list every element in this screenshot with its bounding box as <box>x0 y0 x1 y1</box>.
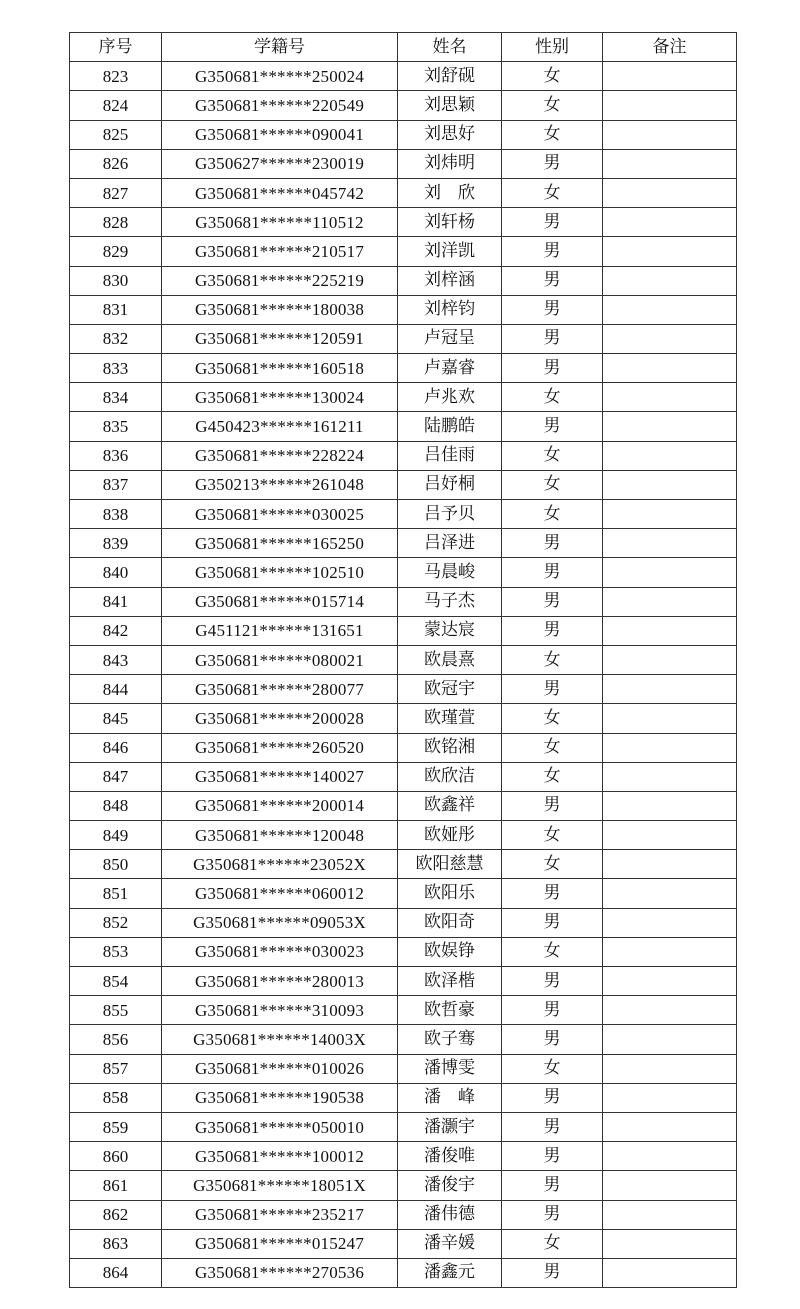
cell-name: 陆鹏皓 <box>398 412 502 441</box>
table-row <box>70 441 737 470</box>
cell-seq: 853 <box>70 937 162 966</box>
cell-student-id: G350681******120048 <box>162 821 398 850</box>
table-row <box>70 1025 737 1054</box>
cell-remarks <box>603 762 737 791</box>
cell-name: 潘 峰 <box>398 1083 502 1112</box>
cell-seq: 848 <box>70 791 162 820</box>
cell-gender: 男 <box>502 412 603 441</box>
cell-remarks <box>603 645 737 674</box>
cell-student-id: G350681******228224 <box>162 441 398 470</box>
cell-name: 欧哲豪 <box>398 996 502 1025</box>
cell-remarks <box>603 850 737 879</box>
cell-gender: 男 <box>502 1083 603 1112</box>
cell-seq: 859 <box>70 1112 162 1141</box>
cell-gender: 男 <box>502 908 603 937</box>
cell-name: 欧欣洁 <box>398 762 502 791</box>
cell-remarks <box>603 295 737 324</box>
cell-seq: 843 <box>70 645 162 674</box>
table-row <box>70 645 737 674</box>
cell-remarks <box>603 1054 737 1083</box>
table-row <box>70 62 737 91</box>
table-row <box>70 470 737 499</box>
cell-remarks <box>603 1229 737 1258</box>
cell-remarks <box>603 324 737 353</box>
table-row <box>70 354 737 383</box>
table-row <box>70 412 737 441</box>
cell-student-id: G350681******23052X <box>162 850 398 879</box>
cell-seq: 836 <box>70 441 162 470</box>
cell-gender: 女 <box>502 733 603 762</box>
cell-name: 欧鑫祥 <box>398 791 502 820</box>
cell-seq: 852 <box>70 908 162 937</box>
table-row <box>70 500 737 529</box>
cell-seq: 824 <box>70 91 162 120</box>
cell-remarks <box>603 1025 737 1054</box>
cell-gender: 男 <box>502 1171 603 1200</box>
cell-name: 欧铭湘 <box>398 733 502 762</box>
cell-name: 卢嘉睿 <box>398 354 502 383</box>
cell-name: 刘梓钧 <box>398 295 502 324</box>
table-row <box>70 1171 737 1200</box>
cell-student-id: G350681******310093 <box>162 996 398 1025</box>
cell-gender: 男 <box>502 1112 603 1141</box>
cell-seq: 847 <box>70 762 162 791</box>
cell-remarks <box>603 1171 737 1200</box>
cell-student-id: G350681******080021 <box>162 645 398 674</box>
table-row <box>70 967 737 996</box>
cell-seq: 850 <box>70 850 162 879</box>
cell-name: 欧阳乐 <box>398 879 502 908</box>
table-row <box>70 1142 737 1171</box>
cell-name: 潘博雯 <box>398 1054 502 1083</box>
cell-student-id: G450423******161211 <box>162 412 398 441</box>
cell-student-id: G350681******09053X <box>162 908 398 937</box>
table-row <box>70 1258 737 1287</box>
cell-name: 吕予贝 <box>398 500 502 529</box>
cell-seq: 842 <box>70 616 162 645</box>
cell-name: 吕佳雨 <box>398 441 502 470</box>
cell-name: 刘舒砚 <box>398 62 502 91</box>
cell-remarks <box>603 62 737 91</box>
cell-gender: 女 <box>502 500 603 529</box>
header-gender: 性别 <box>502 33 603 62</box>
cell-remarks <box>603 733 737 762</box>
cell-name: 欧泽楷 <box>398 967 502 996</box>
cell-student-id: G350681******015247 <box>162 1229 398 1258</box>
table-row <box>70 908 737 937</box>
table-row <box>70 149 737 178</box>
cell-student-id: G350213******261048 <box>162 470 398 499</box>
cell-seq: 861 <box>70 1171 162 1200</box>
table-row <box>70 616 737 645</box>
cell-remarks <box>603 704 737 733</box>
cell-gender: 男 <box>502 1142 603 1171</box>
table-row <box>70 1054 737 1083</box>
cell-remarks <box>603 441 737 470</box>
cell-student-id: G350627******230019 <box>162 149 398 178</box>
cell-name: 刘思好 <box>398 120 502 149</box>
cell-student-id: G350681******160518 <box>162 354 398 383</box>
cell-name: 潘辛媛 <box>398 1229 502 1258</box>
cell-student-id: G350681******18051X <box>162 1171 398 1200</box>
cell-gender: 女 <box>502 645 603 674</box>
cell-student-id: G350681******140027 <box>162 762 398 791</box>
table-row <box>70 821 737 850</box>
cell-seq: 835 <box>70 412 162 441</box>
cell-gender: 男 <box>502 616 603 645</box>
header-name: 姓名 <box>398 33 502 62</box>
cell-gender: 女 <box>502 1229 603 1258</box>
cell-gender: 女 <box>502 850 603 879</box>
cell-remarks <box>603 237 737 266</box>
table-row <box>70 704 737 733</box>
roster-sheet <box>69 32 736 1288</box>
cell-remarks <box>603 616 737 645</box>
cell-seq: 851 <box>70 879 162 908</box>
cell-student-id: G350681******280077 <box>162 675 398 704</box>
cell-name: 卢兆欢 <box>398 383 502 412</box>
header-seq: 序号 <box>70 33 162 62</box>
cell-name: 吕妤桐 <box>398 470 502 499</box>
cell-gender: 男 <box>502 967 603 996</box>
cell-gender: 女 <box>502 383 603 412</box>
table-row <box>70 178 737 207</box>
cell-student-id: G350681******010026 <box>162 1054 398 1083</box>
table-row <box>70 791 737 820</box>
table-row <box>70 558 737 587</box>
cell-gender: 女 <box>502 470 603 499</box>
cell-gender: 女 <box>502 762 603 791</box>
table-row <box>70 1112 737 1141</box>
cell-remarks <box>603 1200 737 1229</box>
cell-remarks <box>603 383 737 412</box>
cell-remarks <box>603 879 737 908</box>
cell-student-id: G350681******260520 <box>162 733 398 762</box>
table-row <box>70 324 737 353</box>
cell-name: 卢冠呈 <box>398 324 502 353</box>
cell-student-id: G350681******030025 <box>162 500 398 529</box>
cell-remarks <box>603 1258 737 1287</box>
table-row <box>70 1229 737 1258</box>
table-row <box>70 996 737 1025</box>
cell-student-id: G350681******180038 <box>162 295 398 324</box>
cell-student-id: G350681******060012 <box>162 879 398 908</box>
cell-name: 刘轩杨 <box>398 208 502 237</box>
cell-seq: 858 <box>70 1083 162 1112</box>
cell-student-id: G451121******131651 <box>162 616 398 645</box>
cell-seq: 854 <box>70 967 162 996</box>
cell-gender: 女 <box>502 1054 603 1083</box>
cell-seq: 839 <box>70 529 162 558</box>
cell-student-id: G350681******235217 <box>162 1200 398 1229</box>
cell-seq: 855 <box>70 996 162 1025</box>
cell-seq: 826 <box>70 149 162 178</box>
cell-name: 刘梓涵 <box>398 266 502 295</box>
cell-seq: 857 <box>70 1054 162 1083</box>
cell-remarks <box>603 996 737 1025</box>
header-student-id: 学籍号 <box>162 33 398 62</box>
cell-name: 刘 欣 <box>398 178 502 207</box>
cell-name: 欧娅彤 <box>398 821 502 850</box>
cell-seq: 849 <box>70 821 162 850</box>
cell-student-id: G350681******120591 <box>162 324 398 353</box>
cell-gender: 男 <box>502 791 603 820</box>
cell-gender: 女 <box>502 704 603 733</box>
cell-student-id: G350681******090041 <box>162 120 398 149</box>
cell-seq: 841 <box>70 587 162 616</box>
cell-gender: 男 <box>502 208 603 237</box>
cell-gender: 女 <box>502 937 603 966</box>
cell-remarks <box>603 529 737 558</box>
cell-remarks <box>603 791 737 820</box>
cell-gender: 男 <box>502 675 603 704</box>
cell-gender: 男 <box>502 266 603 295</box>
cell-remarks <box>603 1142 737 1171</box>
cell-gender: 女 <box>502 178 603 207</box>
cell-remarks <box>603 675 737 704</box>
cell-student-id: G350681******280013 <box>162 967 398 996</box>
table-row <box>70 120 737 149</box>
cell-seq: 846 <box>70 733 162 762</box>
cell-seq: 831 <box>70 295 162 324</box>
table-row <box>70 587 737 616</box>
cell-student-id: G350681******200028 <box>162 704 398 733</box>
cell-remarks <box>603 967 737 996</box>
cell-student-id: G350681******130024 <box>162 383 398 412</box>
cell-seq: 830 <box>70 266 162 295</box>
cell-student-id: G350681******100012 <box>162 1142 398 1171</box>
table-row <box>70 237 737 266</box>
cell-name: 刘洋凯 <box>398 237 502 266</box>
cell-gender: 男 <box>502 587 603 616</box>
table-row <box>70 879 737 908</box>
table-body <box>70 62 737 1288</box>
cell-student-id: G350681******110512 <box>162 208 398 237</box>
cell-student-id: G350681******250024 <box>162 62 398 91</box>
cell-student-id: G350681******270536 <box>162 1258 398 1287</box>
table-row <box>70 208 737 237</box>
cell-seq: 829 <box>70 237 162 266</box>
cell-seq: 844 <box>70 675 162 704</box>
cell-name: 潘俊宇 <box>398 1171 502 1200</box>
table-row <box>70 1200 737 1229</box>
cell-gender: 男 <box>502 1025 603 1054</box>
cell-name: 潘伟德 <box>398 1200 502 1229</box>
cell-seq: 864 <box>70 1258 162 1287</box>
table-row <box>70 383 737 412</box>
cell-seq: 863 <box>70 1229 162 1258</box>
cell-gender: 男 <box>502 149 603 178</box>
cell-name: 潘鑫元 <box>398 1258 502 1287</box>
cell-student-id: G350681******030023 <box>162 937 398 966</box>
cell-gender: 男 <box>502 996 603 1025</box>
cell-gender: 男 <box>502 529 603 558</box>
cell-remarks <box>603 208 737 237</box>
header-row <box>70 33 737 62</box>
cell-name: 蒙达宸 <box>398 616 502 645</box>
cell-gender: 男 <box>502 1258 603 1287</box>
cell-seq: 828 <box>70 208 162 237</box>
cell-remarks <box>603 178 737 207</box>
cell-seq: 860 <box>70 1142 162 1171</box>
cell-remarks <box>603 558 737 587</box>
cell-remarks <box>603 412 737 441</box>
cell-gender: 男 <box>502 237 603 266</box>
table-row <box>70 295 737 324</box>
cell-name: 欧子骞 <box>398 1025 502 1054</box>
cell-student-id: G350681******210517 <box>162 237 398 266</box>
cell-student-id: G350681******165250 <box>162 529 398 558</box>
table-row <box>70 937 737 966</box>
cell-gender: 男 <box>502 354 603 383</box>
table-row <box>70 266 737 295</box>
cell-name: 潘俊唯 <box>398 1142 502 1171</box>
header-remarks: 备注 <box>603 33 737 62</box>
cell-name: 欧晨熹 <box>398 645 502 674</box>
cell-name: 欧阳慈慧 <box>398 850 502 879</box>
cell-student-id: G350681******050010 <box>162 1112 398 1141</box>
table-row <box>70 675 737 704</box>
cell-remarks <box>603 821 737 850</box>
cell-seq: 845 <box>70 704 162 733</box>
table-row <box>70 91 737 120</box>
cell-remarks <box>603 500 737 529</box>
cell-gender: 男 <box>502 879 603 908</box>
cell-seq: 856 <box>70 1025 162 1054</box>
cell-seq: 837 <box>70 470 162 499</box>
cell-gender: 女 <box>502 91 603 120</box>
cell-seq: 834 <box>70 383 162 412</box>
cell-student-id: G350681******190538 <box>162 1083 398 1112</box>
cell-student-id: G350681******220549 <box>162 91 398 120</box>
cell-remarks <box>603 91 737 120</box>
cell-seq: 862 <box>70 1200 162 1229</box>
cell-gender: 女 <box>502 821 603 850</box>
cell-name: 欧阳奇 <box>398 908 502 937</box>
table-row <box>70 1083 737 1112</box>
cell-seq: 833 <box>70 354 162 383</box>
cell-remarks <box>603 908 737 937</box>
table-header <box>70 33 737 62</box>
table-row <box>70 850 737 879</box>
cell-seq: 827 <box>70 178 162 207</box>
cell-student-id: G350681******102510 <box>162 558 398 587</box>
cell-remarks <box>603 937 737 966</box>
table-row <box>70 733 737 762</box>
cell-gender: 男 <box>502 324 603 353</box>
cell-gender: 女 <box>502 441 603 470</box>
cell-name: 欧瑾萱 <box>398 704 502 733</box>
cell-seq: 838 <box>70 500 162 529</box>
table-row <box>70 762 737 791</box>
cell-name: 马子杰 <box>398 587 502 616</box>
cell-name: 马晨峻 <box>398 558 502 587</box>
cell-gender: 男 <box>502 295 603 324</box>
cell-student-id: G350681******200014 <box>162 791 398 820</box>
cell-student-id: G350681******225219 <box>162 266 398 295</box>
cell-seq: 823 <box>70 62 162 91</box>
cell-remarks <box>603 1112 737 1141</box>
cell-seq: 840 <box>70 558 162 587</box>
cell-remarks <box>603 1083 737 1112</box>
cell-gender: 女 <box>502 120 603 149</box>
cell-student-id: G350681******045742 <box>162 178 398 207</box>
cell-name: 刘炜明 <box>398 149 502 178</box>
table-row <box>70 529 737 558</box>
cell-seq: 832 <box>70 324 162 353</box>
cell-gender: 女 <box>502 62 603 91</box>
student-roster-table <box>69 32 737 1288</box>
cell-name: 吕泽进 <box>398 529 502 558</box>
cell-name: 欧冠宇 <box>398 675 502 704</box>
cell-remarks <box>603 120 737 149</box>
cell-remarks <box>603 354 737 383</box>
cell-remarks <box>603 470 737 499</box>
cell-name: 刘思颖 <box>398 91 502 120</box>
cell-student-id: G350681******015714 <box>162 587 398 616</box>
cell-name: 潘灏宇 <box>398 1112 502 1141</box>
cell-remarks <box>603 587 737 616</box>
cell-remarks <box>603 266 737 295</box>
cell-name: 欧娱铮 <box>398 937 502 966</box>
cell-student-id: G350681******14003X <box>162 1025 398 1054</box>
cell-seq: 825 <box>70 120 162 149</box>
cell-remarks <box>603 149 737 178</box>
cell-gender: 男 <box>502 558 603 587</box>
cell-gender: 男 <box>502 1200 603 1229</box>
